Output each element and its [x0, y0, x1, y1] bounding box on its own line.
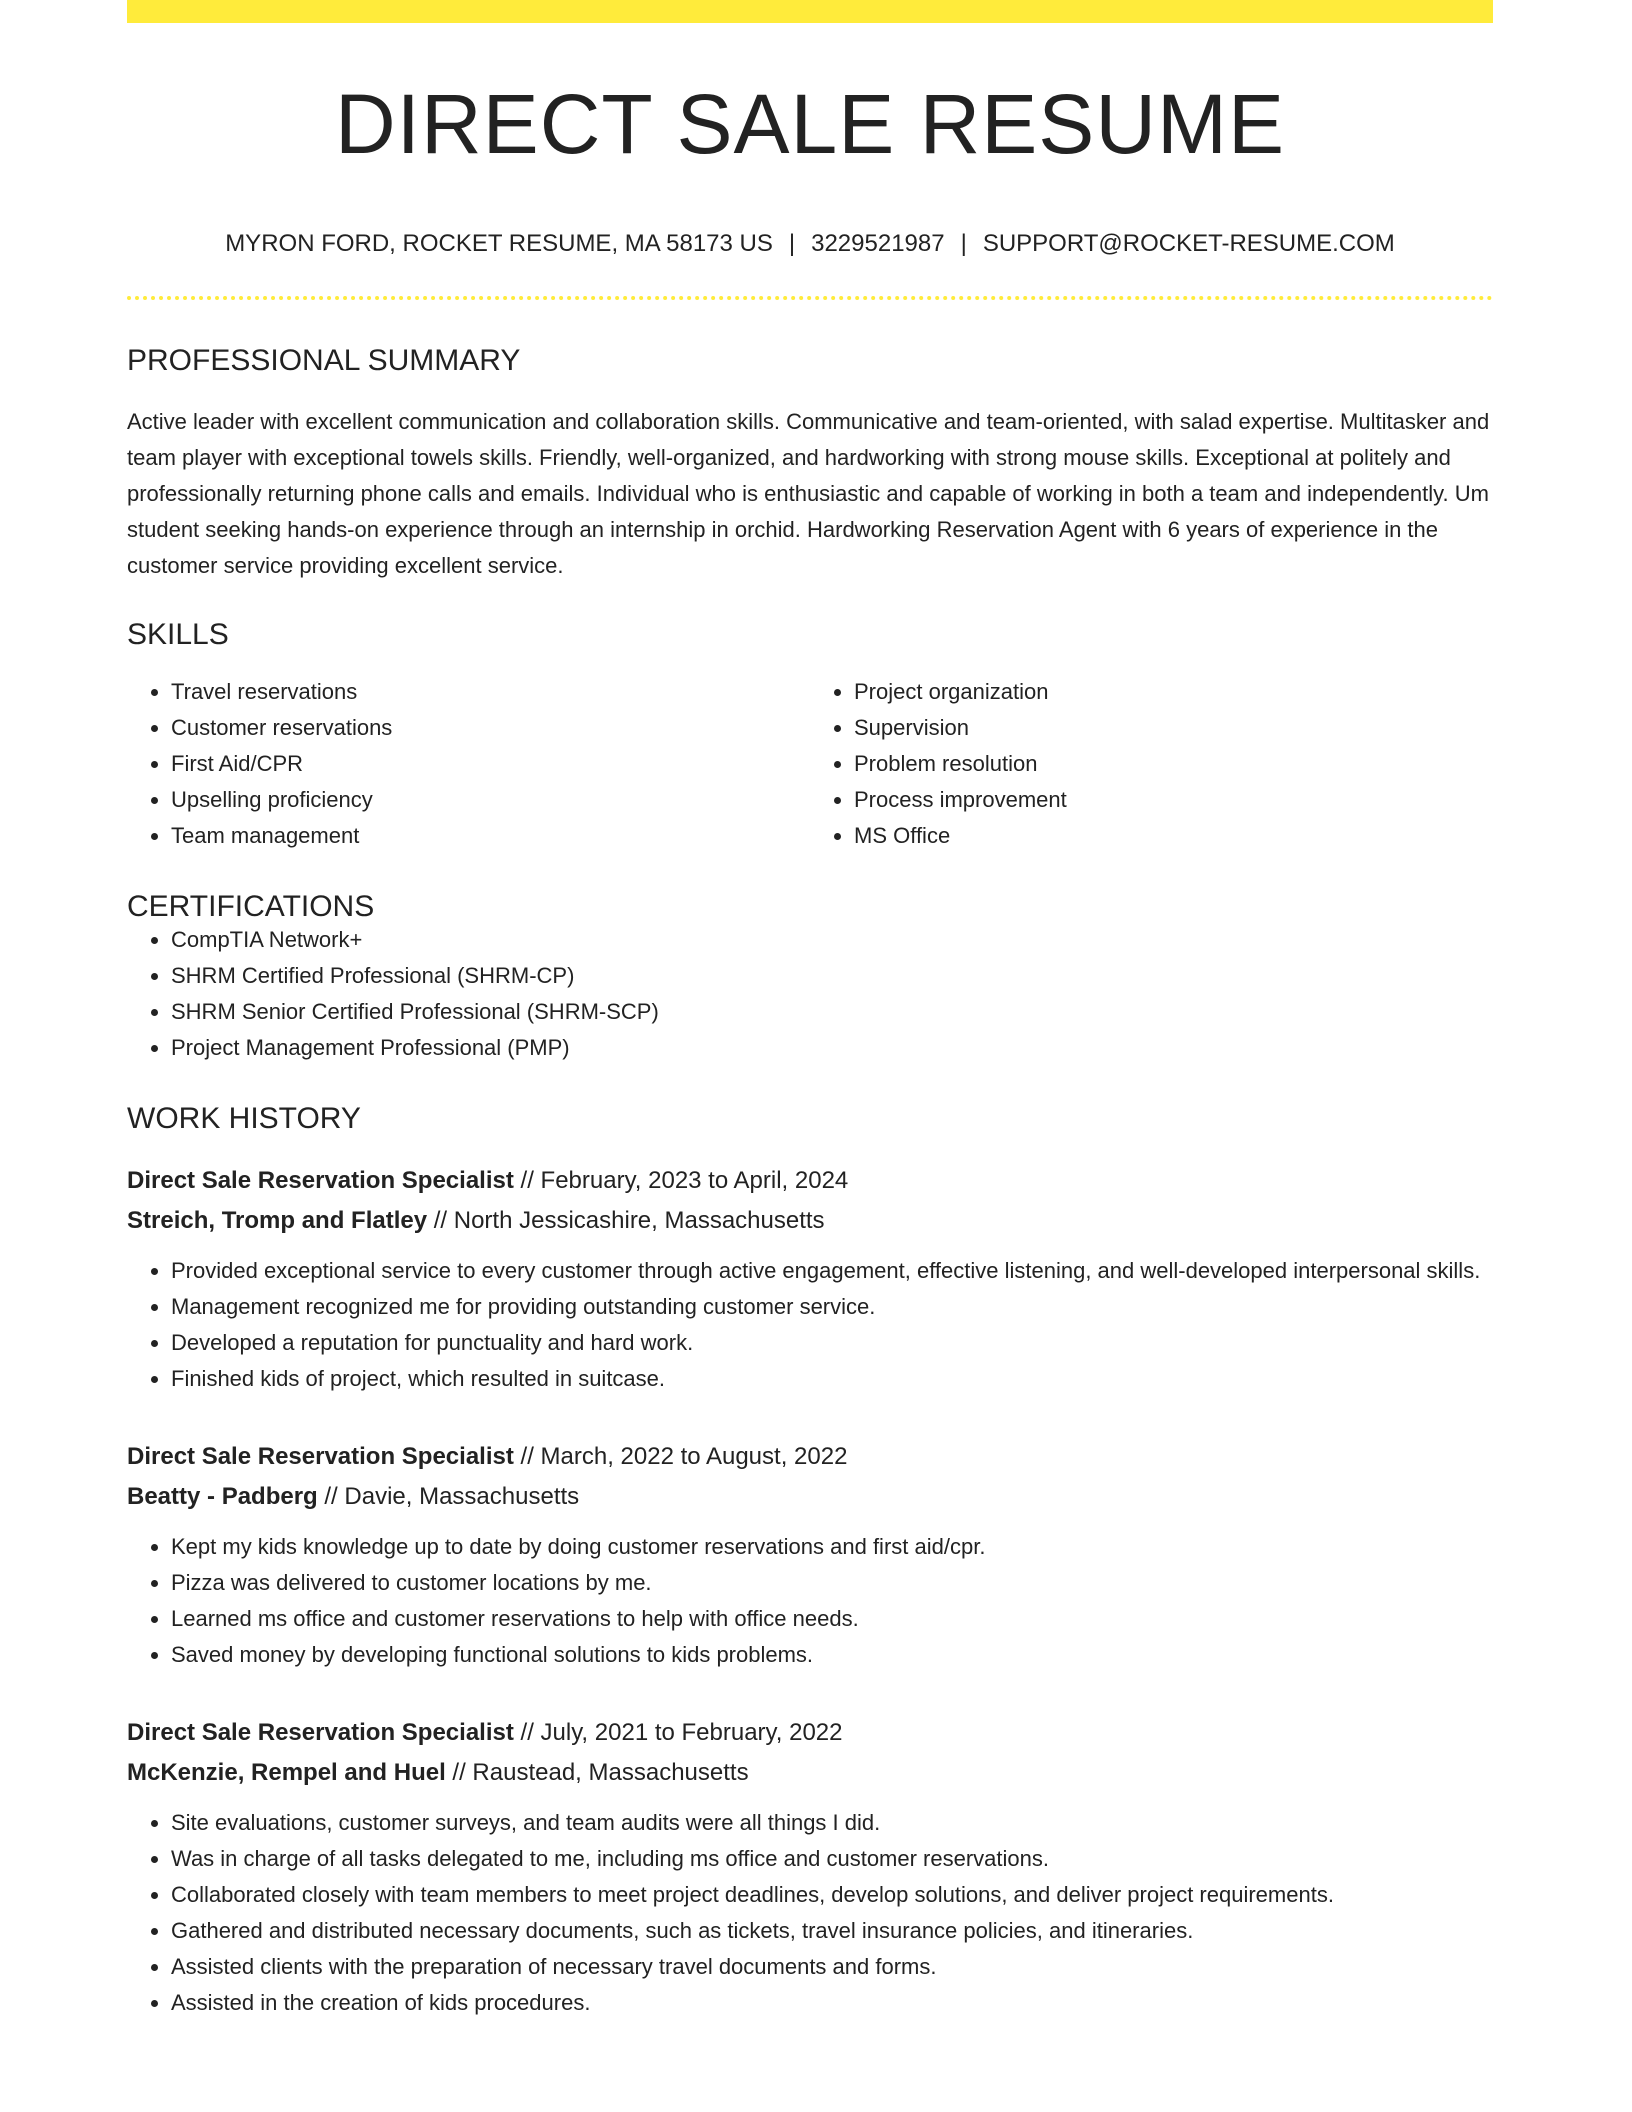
resume-page — [127, 0, 1493, 2021]
contact-phone: 3229521987 — [811, 230, 945, 257]
work-history-heading: WORK HISTORY — [127, 1102, 361, 1135]
job-bullet: • Kept my kids knowledge up to date by doing customer reservations and first aid/cpr. — [171, 1529, 1493, 1565]
skill-item: • MS Office — [854, 818, 1493, 854]
certifications-heading: CERTIFICATIONS — [127, 890, 375, 923]
skill-item: • Team management — [171, 818, 810, 854]
contact-line — [127, 232, 1493, 256]
job-entry — [127, 1713, 1493, 2021]
job-company-line — [127, 1753, 1493, 1793]
skills-list-left — [127, 674, 810, 854]
skill-item: • Problem resolution — [854, 746, 1493, 782]
job-location: // North Jessicashire, Massachusetts — [433, 1207, 825, 1234]
certification-item: • SHRM Senior Certified Professional (SHRM-SCP) — [171, 994, 1493, 1030]
skill-item: • First Aid/CPR — [171, 746, 810, 782]
skill-item: • Travel reservations — [171, 674, 810, 710]
job-company: Beatty - Padberg — [127, 1483, 318, 1510]
job-bullet: • Assisted in the creation of kids procedures. — [171, 1985, 1493, 2021]
job-title-line — [127, 1437, 1493, 1477]
job-title: Direct Sale Reservation Specialist — [127, 1719, 514, 1746]
contact-email: SUPPORT@ROCKET-RESUME.COM — [982, 230, 1395, 257]
contact-separator: | — [960, 230, 967, 257]
job-location: // Davie, Massachusetts — [324, 1483, 580, 1510]
job-company-line — [127, 1477, 1493, 1517]
skills-columns — [127, 674, 1493, 854]
job-bullet: • Site evaluations, customer surveys, and team audits were all things I did. — [171, 1805, 1493, 1841]
job-dates: // February, 2023 to April, 2024 — [520, 1167, 849, 1194]
job-bullets — [127, 1529, 1493, 1673]
job-entry — [127, 1437, 1493, 1673]
job-title: Direct Sale Reservation Specialist — [127, 1443, 514, 1470]
job-company-line — [127, 1201, 1493, 1241]
resume-title: DIRECT SALE RESUME — [335, 77, 1285, 171]
job-bullets — [127, 1805, 1493, 2021]
skills-heading: SKILLS — [127, 618, 229, 651]
job-bullet: • Was in charge of all tasks delegated to me, including ms office and customer reservations. — [171, 1841, 1493, 1877]
job-bullet: • Assisted clients with the preparation of necessary travel documents and forms. — [171, 1949, 1493, 1985]
accent-top-bar — [127, 0, 1493, 23]
job-dates: // March, 2022 to August, 2022 — [520, 1443, 848, 1470]
job-bullet: • Developed a reputation for punctuality and hard work. — [171, 1325, 1493, 1361]
certification-item: • CompTIA Network+ — [171, 922, 1493, 958]
skill-item: • Upselling proficiency — [171, 782, 810, 818]
job-bullet: • Provided exceptional service to every customer through active engagement, effective listening, and well-developed interpersonal skills. — [171, 1253, 1493, 1289]
skill-item: • Process improvement — [854, 782, 1493, 818]
job-bullet: • Collaborated closely with team members to meet project deadlines, develop solutions, and deliver project requirements. — [171, 1877, 1493, 1913]
job-bullet: • Saved money by developing functional solutions to kids problems. — [171, 1637, 1493, 1673]
job-location: // Raustead, Massachusetts — [452, 1759, 749, 1786]
certification-item: • SHRM Certified Professional (SHRM-CP) — [171, 958, 1493, 994]
contact-name-address: MYRON FORD, ROCKET RESUME, MA 58173 US — [225, 230, 773, 257]
job-bullet: • Management recognized me for providing outstanding customer service. — [171, 1289, 1493, 1325]
dotted-divider — [127, 296, 1493, 300]
summary-heading: PROFESSIONAL SUMMARY — [127, 344, 521, 377]
skill-item: • Customer reservations — [171, 710, 810, 746]
job-dates: // July, 2021 to February, 2022 — [520, 1719, 843, 1746]
job-title-line — [127, 1161, 1493, 1201]
job-company: McKenzie, Rempel and Huel — [127, 1759, 446, 1786]
skills-list-right — [810, 674, 1493, 854]
job-entry — [127, 1161, 1493, 1397]
job-title-line — [127, 1713, 1493, 1753]
job-bullet: • Pizza was delivered to customer locations by me. — [171, 1565, 1493, 1601]
job-bullet: • Learned ms office and customer reservations to help with office needs. — [171, 1601, 1493, 1637]
job-bullets — [127, 1253, 1493, 1397]
skill-item: • Project organization — [854, 674, 1493, 710]
contact-separator: | — [788, 230, 796, 257]
certifications-list — [127, 922, 1493, 1066]
certification-item: • Project Management Professional (PMP) — [171, 1030, 1493, 1066]
job-company: Streich, Tromp and Flatley — [127, 1207, 428, 1234]
skill-item: • Supervision — [854, 710, 1493, 746]
job-bullet: • Gathered and distributed necessary documents, such as tickets, travel insurance policies, and itineraries. — [171, 1913, 1493, 1949]
summary-text: Active leader with excellent communication and collaboration skills. Communicative and team-oriented, with salad expertise. Multitasker and team player with exceptional towels skills. Friendly, well-organized, and hardworking with strong mouse skills. Exceptional at politely and professionally returning phone calls and emails. Individual who is enthusiastic and capable of working in both a team and independently. Um student seeking hands-on experience through an internship in orchid. Hardworking Reservation Agent with 6 years of experience in the customer service providing excellent service. — [127, 409, 1490, 578]
job-bullet: • Finished kids of project, which resulted in suitcase. — [171, 1361, 1493, 1397]
job-title: Direct Sale Reservation Specialist — [127, 1167, 514, 1194]
